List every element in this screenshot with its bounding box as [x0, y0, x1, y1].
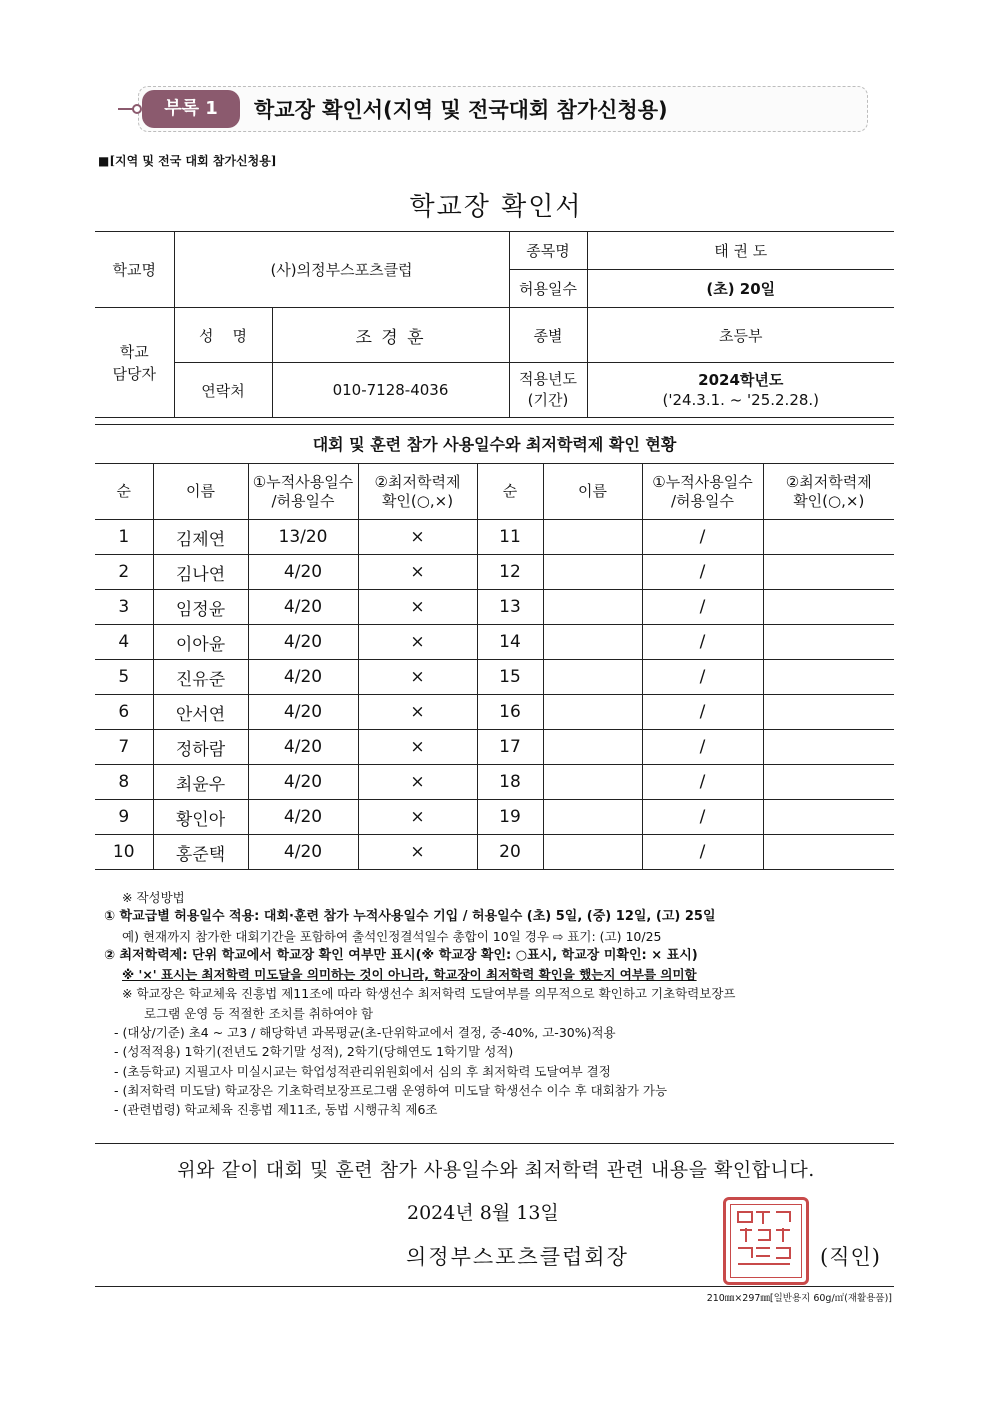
row-name: 김제연 [153, 520, 248, 555]
row-name [543, 835, 642, 870]
row-days: 4/20 [248, 835, 358, 870]
row-days: / [642, 765, 763, 800]
row-check: × [358, 765, 477, 800]
row-no: 1 [95, 520, 153, 555]
year-period: ('24.3.1. ~ '25.2.28.) [662, 391, 820, 409]
table-row [95, 730, 894, 765]
divider [95, 1143, 894, 1144]
name-value: 조 경 훈 [272, 308, 509, 363]
event-label: 종목명 [509, 232, 587, 270]
row-no: 4 [95, 625, 153, 660]
row-no: 12 [477, 555, 543, 590]
row-no: 10 [95, 835, 153, 870]
row-no: 13 [477, 590, 543, 625]
row-check [763, 765, 894, 800]
row-days: / [642, 520, 763, 555]
paper-spec: 210㎜×297㎜[일반용지 60g/㎡(재활용품)] [706, 1293, 892, 1304]
row-name [543, 555, 642, 590]
table-row [95, 765, 894, 800]
row-check [763, 800, 894, 835]
row-days: 4/20 [248, 660, 358, 695]
document-title: 학교장 확인서 [409, 192, 583, 222]
row-name [543, 800, 642, 835]
row-no: 20 [477, 835, 543, 870]
form-purpose: ■[지역 및 전국 대회 참가신청용] [98, 154, 277, 168]
row-days: / [642, 835, 763, 870]
header-days: ①누적사용일수 /허용일수 [248, 464, 358, 520]
row-days: / [642, 590, 763, 625]
row-no: 17 [477, 730, 543, 765]
row-check: × [358, 520, 477, 555]
row-days: 4/20 [248, 800, 358, 835]
roster-table [95, 463, 894, 870]
row-name [543, 660, 642, 695]
school-info-table [95, 231, 894, 418]
header-check: ②최저학력제 확인(○,×) [358, 464, 477, 520]
note-2-a: ※ '×' 표시는 최저학력 미도달을 의미하는 것이 아니라, 학교장이 최저학력 확인을 했는지 여부를 의미함 [122, 967, 697, 983]
row-check: × [358, 730, 477, 765]
table-row [95, 590, 894, 625]
header-no: 순 [477, 464, 543, 520]
table-row [95, 520, 894, 555]
note-2-b: ※ 학교장은 학교체육 진흥법 제11조에 따라 학생선수 최저학력 도달여부를 의무적으로 확인하고 기초학력보장프 [122, 986, 736, 1002]
header-check: ②최저학력제 확인(○,×) [763, 464, 894, 520]
table-row [95, 695, 894, 730]
row-no: 5 [95, 660, 153, 695]
instructions [104, 888, 894, 1120]
row-name: 진유준 [153, 660, 248, 695]
row-check [763, 695, 894, 730]
detail-3: - (초등학교) 지필고사 미실시교는 학업성적관리위원회에서 심의 후 최저학력 도달여부 결정 [114, 1063, 611, 1079]
header-no: 순 [95, 464, 153, 520]
header-name: 이름 [543, 464, 642, 520]
header-days: ①누적사용일수 /허용일수 [642, 464, 763, 520]
row-check: × [358, 625, 477, 660]
row-days: 4/20 [248, 555, 358, 590]
row-check [763, 590, 894, 625]
row-no: 16 [477, 695, 543, 730]
row-days: / [642, 660, 763, 695]
status-title: 대회 및 훈련 참가 사용일수와 최저학력제 확인 현황 [95, 424, 894, 463]
name-label: 성 명 [174, 308, 272, 363]
row-days: 4/20 [248, 730, 358, 765]
row-name [543, 590, 642, 625]
appendix-banner [118, 86, 868, 132]
division-value: 초등부 [587, 308, 894, 363]
row-check: × [358, 660, 477, 695]
row-no: 6 [95, 695, 153, 730]
row-name: 최윤우 [153, 765, 248, 800]
table-row [95, 625, 894, 660]
manager-label: 학교 담당자 [95, 308, 174, 418]
row-days: / [642, 800, 763, 835]
days-label: 허용일수 [509, 270, 587, 308]
year-value: 2024학년도 [698, 371, 784, 389]
notes-heading: ※ 작성방법 [122, 890, 185, 905]
note-2: ② 최저학력제: 단위 학교에서 학교장 확인 여부만 표시(※ 학교장 확인: ○표시, 학교장 미확인: × 표시) [104, 947, 698, 963]
footer-rule [95, 1286, 894, 1287]
table-row [95, 800, 894, 835]
note-2-b-cont: 로그램 운영 등 적절한 조치를 취하여야 함 [144, 1005, 374, 1021]
row-no: 7 [95, 730, 153, 765]
row-name [543, 625, 642, 660]
row-check [763, 555, 894, 590]
row-no: 14 [477, 625, 543, 660]
row-check [763, 660, 894, 695]
row-days: / [642, 695, 763, 730]
row-check [763, 730, 894, 765]
row-no: 11 [477, 520, 543, 555]
row-days: / [642, 730, 763, 765]
days-value: (초) 20일 [587, 270, 894, 308]
row-no: 2 [95, 555, 153, 590]
row-check [763, 835, 894, 870]
row-no: 15 [477, 660, 543, 695]
year-cell [587, 363, 894, 418]
row-days: / [642, 555, 763, 590]
row-check: × [358, 800, 477, 835]
row-check: × [358, 590, 477, 625]
year-label: 적용년도 (기간) [509, 363, 587, 418]
table-row [95, 555, 894, 590]
row-no: 18 [477, 765, 543, 800]
issue-date: 2024년 8월 13일 [407, 1202, 559, 1224]
table-row [95, 835, 894, 870]
row-name: 임정윤 [153, 590, 248, 625]
row-name: 안서연 [153, 695, 248, 730]
row-no: 3 [95, 590, 153, 625]
note-1-example: 예) 현재까지 참가한 대회기간을 포함하여 출석인정결석일수 총합이 10일 경우 ⇨ 표기: (고) 10/25 [122, 928, 662, 944]
division-label: 종별 [509, 308, 587, 363]
seal-caption: (직인) [820, 1245, 881, 1269]
row-name: 정하람 [153, 730, 248, 765]
banner-title: 학교장 확인서(지역 및 전국대회 참가신청용) [254, 98, 668, 122]
detail-1: - (대상/기준) 초4 ~ 고3 / 해당학년 과목평균(초-단위학교에서 결정, 중-40%, 고-30%)적용 [114, 1025, 616, 1041]
row-days: 4/20 [248, 590, 358, 625]
row-no: 8 [95, 765, 153, 800]
row-check: × [358, 835, 477, 870]
row-name [543, 695, 642, 730]
school-value: (사)의정부스포츠클럽 [174, 232, 509, 308]
school-label: 학교명 [95, 232, 174, 308]
confirmation-statement: 위와 같이 대회 및 훈련 참가 사용일수와 최저학력 관련 내용을 확인합니다. [177, 1159, 815, 1181]
table-row [95, 660, 894, 695]
row-check: × [358, 555, 477, 590]
row-no: 9 [95, 800, 153, 835]
row-days: 4/20 [248, 625, 358, 660]
row-days: 4/20 [248, 765, 358, 800]
row-no: 19 [477, 800, 543, 835]
row-name: 김나연 [153, 555, 248, 590]
row-name: 황인아 [153, 800, 248, 835]
official-seal [723, 1197, 809, 1285]
row-check: × [358, 695, 477, 730]
row-name [543, 520, 642, 555]
seal-glyphs [726, 1200, 806, 1282]
event-value: 태 권 도 [587, 232, 894, 270]
row-days: 13/20 [248, 520, 358, 555]
row-name [543, 730, 642, 765]
header-name: 이름 [153, 464, 248, 520]
row-check [763, 520, 894, 555]
banner-bullet-icon [132, 104, 142, 114]
signer-title: 의정부스포츠클럽회장 [406, 1245, 629, 1269]
note-1: ① 학교급별 허용일수 적용: 대회·훈련 참가 누적사용일수 기입 / 허용일수 (초) 5일, (중) 12일, (고) 25일 [104, 909, 716, 925]
row-name: 홍준택 [153, 835, 248, 870]
row-days: 4/20 [248, 695, 358, 730]
contact-label: 연락처 [174, 363, 272, 418]
row-name [543, 765, 642, 800]
contact-value: 010-7128-4036 [272, 363, 509, 418]
detail-5: - (관련법령) 학교체육 진흥법 제11조, 동법 시행규칙 제6조 [114, 1102, 438, 1118]
row-days: / [642, 625, 763, 660]
detail-4: - (최저학력 미도달) 학교장은 기초학력보장프로그램 운영하여 미도달 학생선수 이수 후 대회참가 가능 [114, 1082, 668, 1098]
row-check [763, 625, 894, 660]
appendix-tag: 부록 1 [142, 90, 240, 128]
row-name: 이아윤 [153, 625, 248, 660]
detail-2: - (성적적용) 1학기(전년도 2학기말 성적), 2학기(당해연도 1학기말 성적) [114, 1044, 514, 1060]
